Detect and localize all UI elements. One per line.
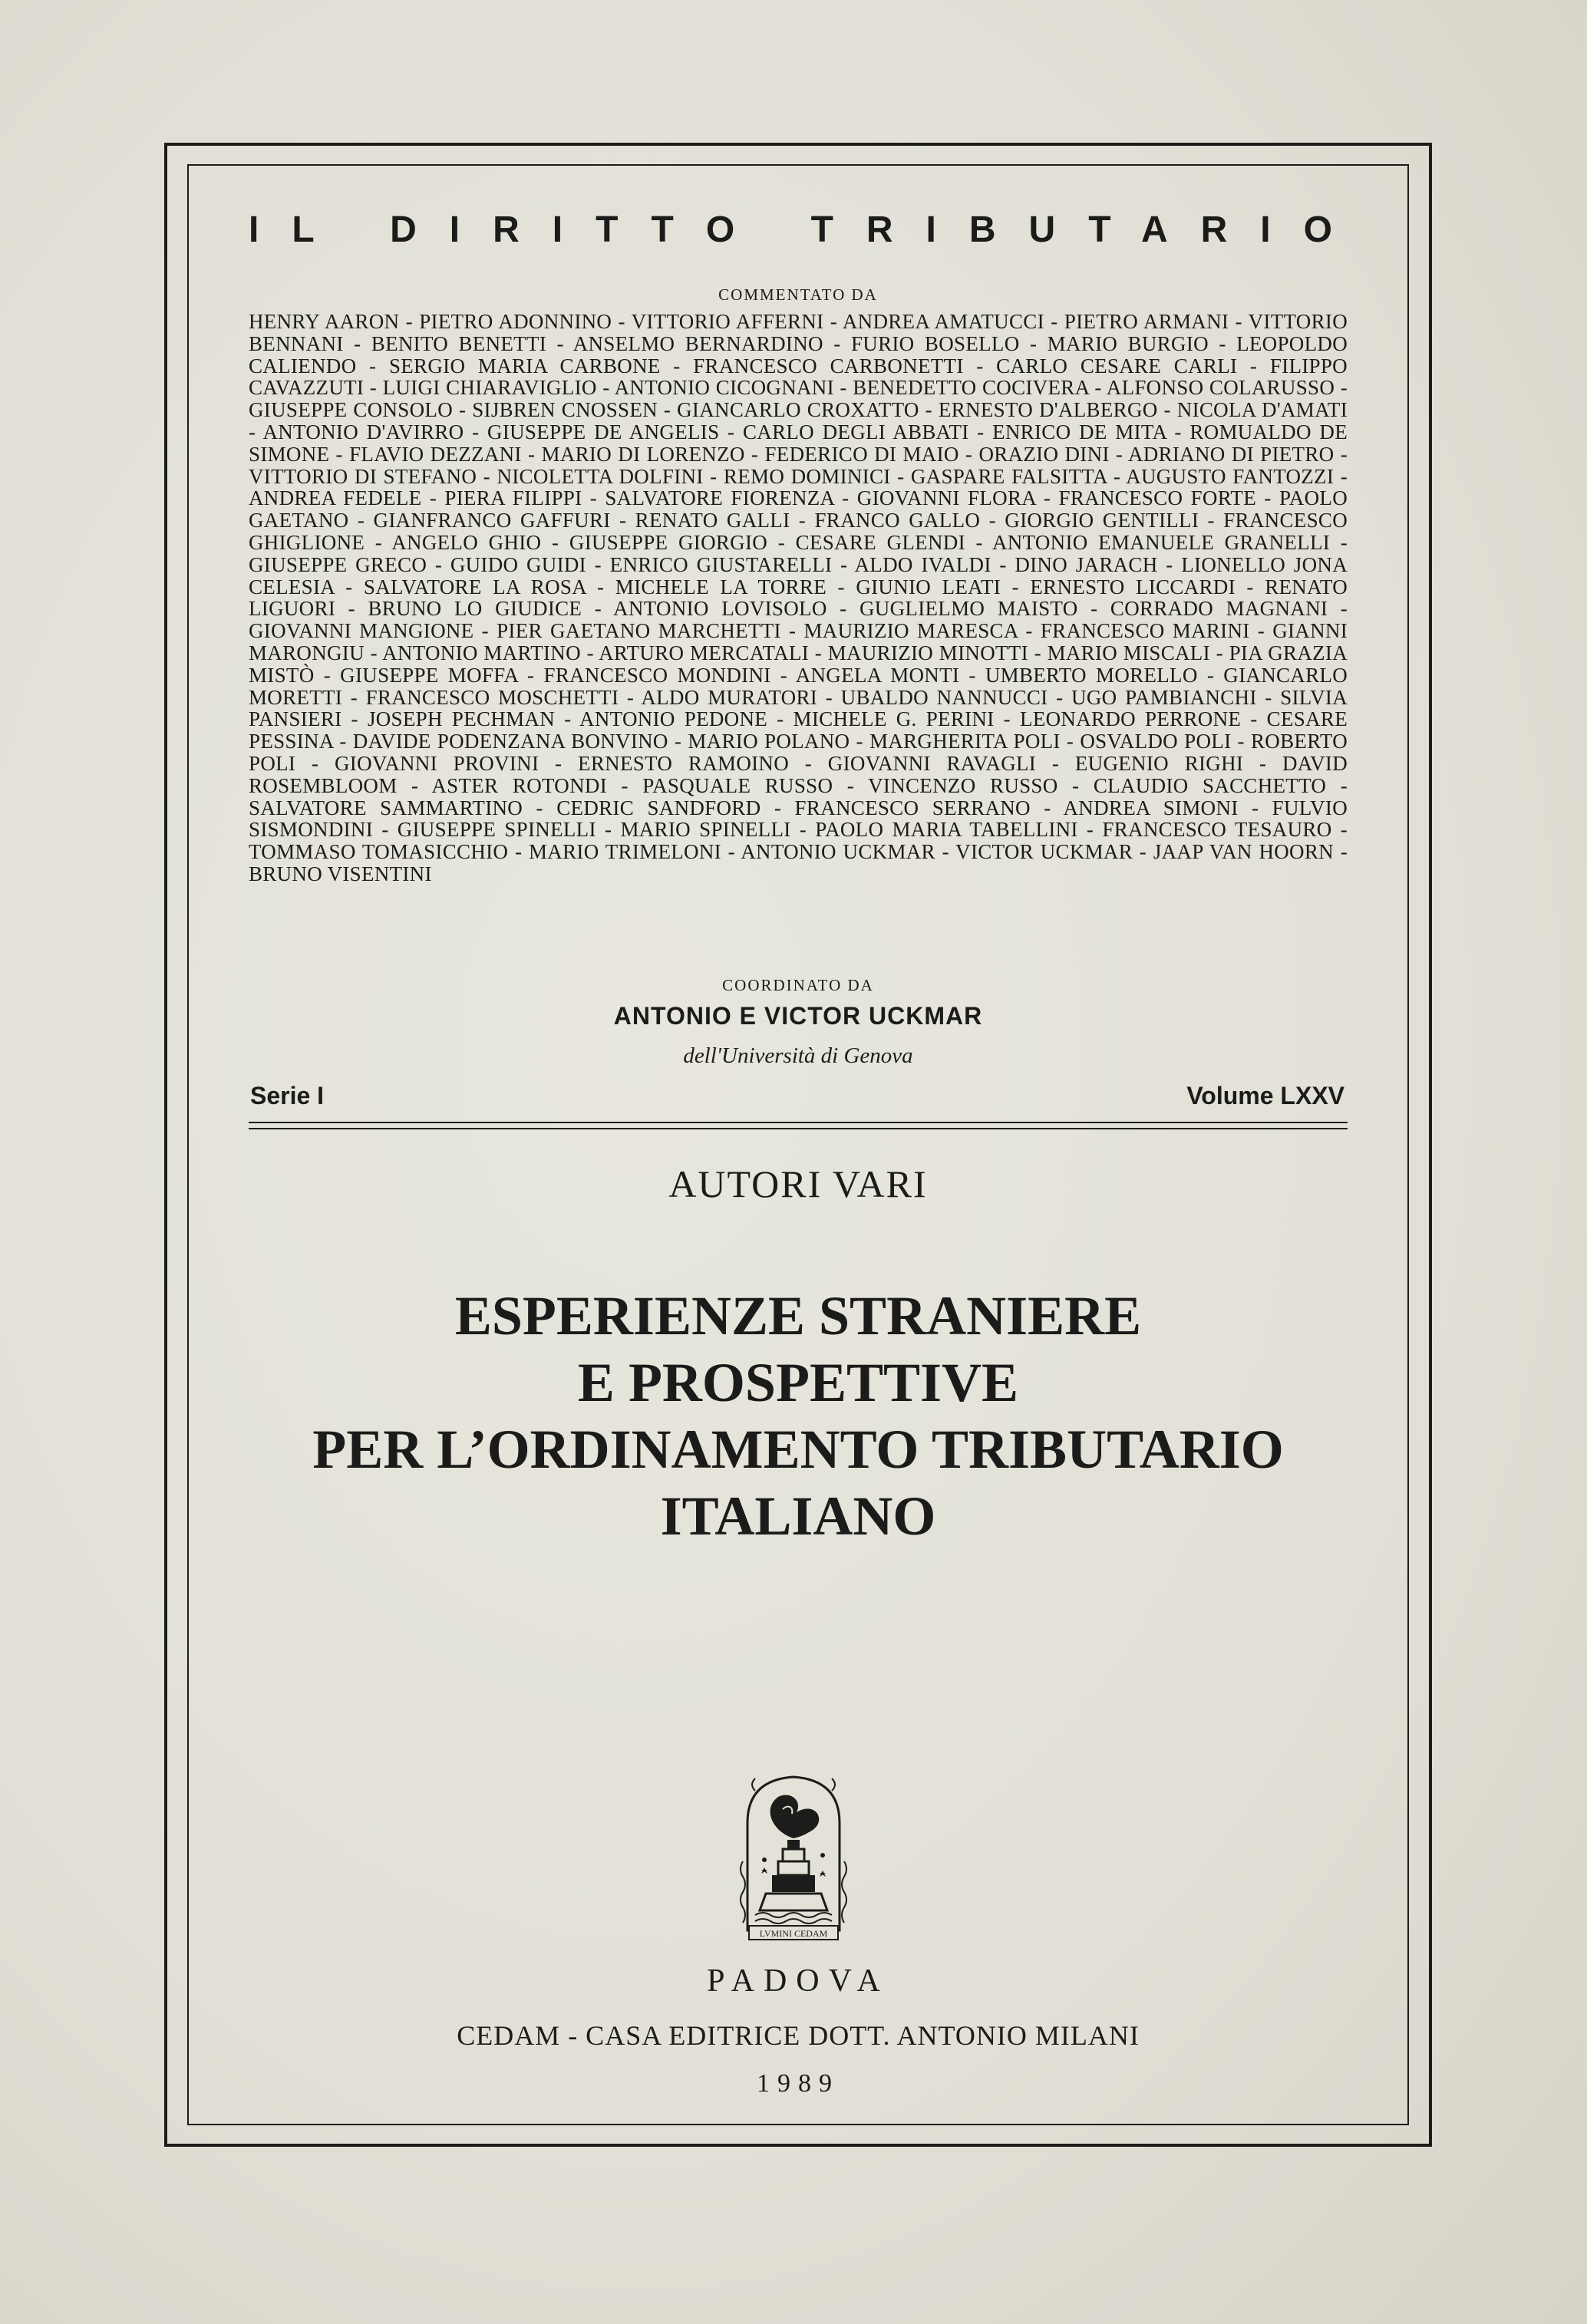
volume-number: Volume LXXV [1186, 1082, 1344, 1109]
title-line: ESPERIENZE STRANIERE [454, 1285, 1142, 1347]
book-author: AUTORI VARI [668, 1162, 928, 1205]
title-line: PER L’ORDINAMENTO TRIBUTARIO [312, 1419, 1284, 1480]
commented-by-label: COMMENTATO DA [718, 285, 878, 304]
series-number: Serie I [250, 1082, 325, 1109]
authors-list: HENRY AARON - PIETRO ADONNINO - VITTORIO AFFERNI - ANDREA AMATUCCI - PIETRO ARMANI - VITTORIO BENNANI - BENITO BENETTI - ANSELMO BERNARDINO - FURIO BOSELLO - MARIO BURGIO - LEOPOLDO CALIENDO - SERGIO MARIA CARBONE - FRANCESCO CARBONETTI - CARLO CESARE CARLI - FILIPPO CAVAZZUTI - LUIGI CHIARAVIGLIO - ANTONIO CICOGNANI - BENEDETTO COCIVERA - ALFONSO COLARUSSO - GIUSEPPE CONSOLO - SIJBREN CNOSSEN - GIANCARLO CROXATTO - ERNESTO D'ALBERGO - NICOLA D'AMATI - ANTONIO D'AVIRRO - GIUSEPPE DE ANGELIS - CARLO DEGLI ABBATI - ENRICO DE MITA - ROMUALDO DE SIMONE - FLAVIO DEZZANI - MARIO DI LORENZO - FEDERICO DI MAIO - ORAZIO DINI - ADRIANO DI PIETRO - VITTORIO DI STEFANO - NICOLETTA DOLFINI - REMO DOMINICI - GASPARE FALSITTA - AUGUSTO FANTOZZI - ANDREA FEDELE - PIERA FILIPPI - SALVATORE FIORENZA - GIOVANNI FLORA - FRANCESCO FORTE - PAOLO GAETANO - GIANFRANCO GAFFURI - RENATO GALLI - FRANCO GALLO - GIORGIO GENTILLI - FRANCESCO GHIGLIONE - ANGELO GHIO - GIUSEPPE GIORGIO - CESARE GLENDI - ANTONIO EMANUELE GRANELLI - GIUSEPPE GRECO - GUIDO GUIDI - ENRICO GIUSTARELLI - ALDO IVALDI - DINO JARACH - LIONELLO JONA CELESIA - SALVATORE LA ROSA - MICHELE LA TORRE - GIUNIO LEATI - ERNESTO LICCARDI - RENATO LIGUORI - BRUNO LO GIUDICE - ANTONIO LOVISOLO - GUGLIELMO MAISTO - CORRADO MAGNANI - GIOVANNI MANGIONE - PIER GAETANO MARCHETTI - MAURIZIO MARESCA - FRANCESCO MARINI - GIANNI MARONGIU - ANTONIO MARTINO - ARTURO MERCATALI - MAURIZIO MINOTTI - MARIO MISCALI - PIA GRAZIA MISTÒ - GIUSEPPE MOFFA - FRANCESCO MONDINI - ANGELA MONTI - UMBERTO MORELLO - GIANCARLO MORETTI - FRANCESCO MOSCHETTI - ALDO MURATORI - UBALDO NANNUCCI - UGO PAMBIANCHI - SILVIA PANSIERI - JOSEPH PECHMAN - ANTONIO PEDONE - MICHELE G. PERINI - LEONARDO PERRONE - CESARE PESSINA - DAVIDE PODENZANA BONVINO - MARIO POLANO - MARGHERITA POLI - OSVALDO POLI - ROBERTO POLI - GIOVANNI PROVINI - ERNESTO RAMOINO - GIOVANNI RAVAGLI - EUGENIO RIGHI - DAVID ROSEMBLOOM - ASTER ROTONDI - PASQUALE RUSSO - VINCENZO RUSSO - CLAUDIO SACCHETTO - SALVATORE SAMMARTINO - CEDRIC SANDFORD - FRANCESCO SERRANO - ANDREA SIMONI - FULVIO SISMONDINI - GIUSEPPE SPINELLI - MARIO SPINELLI - PAOLO MARIA TABELLINI - FRANCESCO TESAURO - TOMMASO TOMASICCHIO - MARIO TRIMELONI - ANTONIO UCKMAR - VICTOR UCKMAR - JAAP VAN HOORN - BRUNO VISENTINI [249, 310, 1348, 885]
divider-top [249, 1122, 1348, 1123]
university: dell'Università di Genova [683, 1043, 913, 1068]
title-line: ITALIANO [660, 1485, 936, 1547]
book-title [249, 1283, 1348, 1550]
divider-bottom [249, 1128, 1348, 1129]
title-line: E PROSPETTIVE [577, 1352, 1019, 1413]
publication-year: 1989 [757, 2069, 840, 2098]
publisher-city: PADOVA [707, 1963, 889, 1999]
series-title: IL DIRITTO TRIBUTARIO [249, 209, 1365, 250]
coordinators: ANTONIO E VICTOR UCKMAR [613, 1002, 983, 1030]
publisher-name: CEDAM - CASA EDITRICE DOTT. ANTONIO MILANI [457, 2020, 1140, 2051]
publisher-logo-icon [732, 1769, 855, 1943]
coordinated-by-label: COORDINATO DA [722, 976, 874, 994]
logo-motto: LVMINI CEDAM [759, 1928, 828, 1939]
